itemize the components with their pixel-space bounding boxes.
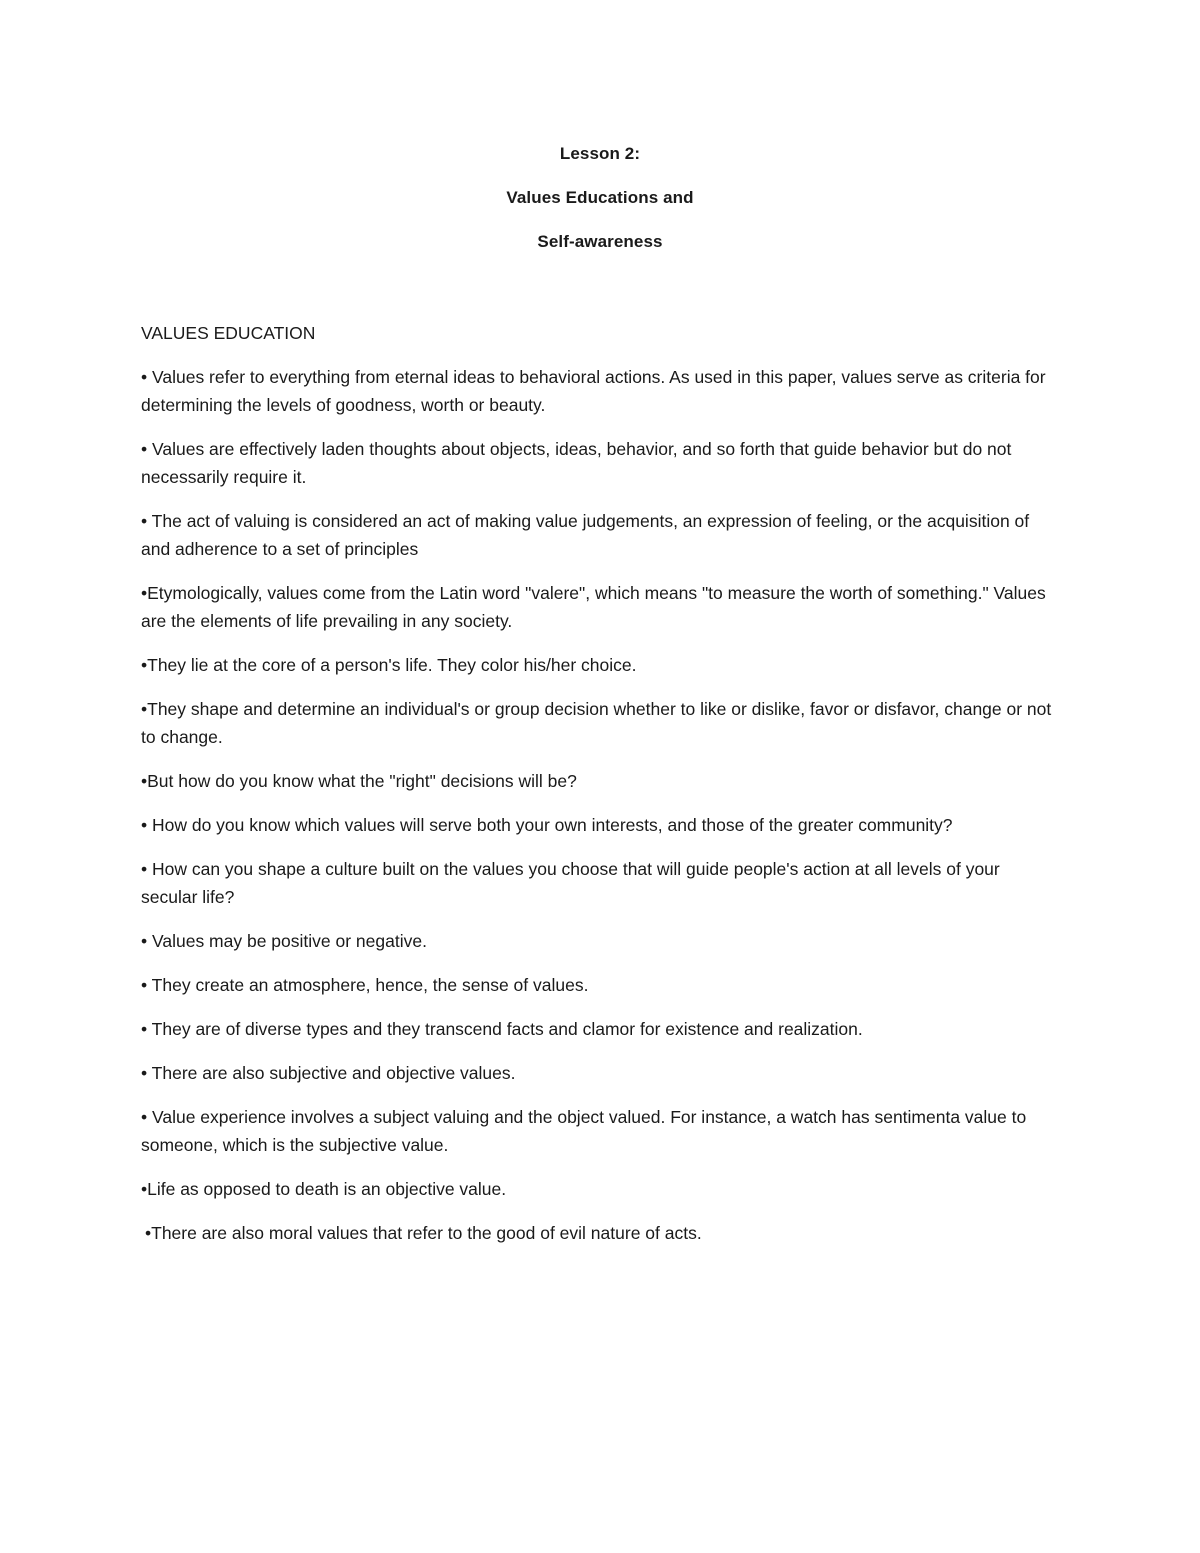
lesson-subtitle: Self-awareness [537, 232, 663, 251]
bullet-paragraph: • The act of valuing is considered an act of making value judgements, an expression of feeling, or the acquisition of and adherence to a set of principles [141, 511, 1030, 559]
lesson-title: Values Educations and [506, 188, 694, 207]
bullet-paragraph: • They create an atmosphere, hence, the sense of values. [141, 975, 589, 995]
bullet-paragraph: • Values are effectively laden thoughts about objects, ideas, behavior, and so forth that guide behavior but do not necessarily require it. [141, 439, 1012, 487]
bullet-paragraph: •There are also moral values that refer to the good of evil nature of acts. [145, 1223, 702, 1243]
title-block [0, 143, 1200, 275]
bullet-paragraph: •They lie at the core of a person's life. They color his/her choice. [141, 655, 637, 675]
bullet-paragraph: • Values may be positive or negative. [141, 931, 427, 951]
bullet-paragraph: • Value experience involves a subject valuing and the object valued. For instance, a watch has sentimenta value to someone, which is the subjective value. [141, 1107, 1027, 1155]
bullet-paragraph: • How do you know which values will serve both your own interests, and those of the greater community? [141, 815, 953, 835]
bullet-paragraph: •But how do you know what the "right" decisions will be? [141, 771, 577, 791]
bullet-paragraph: • Values refer to everything from eternal ideas to behavioral actions. As used in this paper, values serve as criteria for determining the levels of goodness, worth or beauty. [141, 367, 1046, 415]
bullet-paragraph: • How can you shape a culture built on the values you choose that will guide people's action at all levels of your secular life? [141, 859, 1000, 907]
section-heading: VALUES EDUCATION [141, 323, 316, 343]
bullet-paragraph: • They are of diverse types and they transcend facts and clamor for existence and realization. [141, 1019, 863, 1039]
bullet-paragraph: •Life as opposed to death is an objective value. [141, 1179, 507, 1199]
bullet-paragraph: • There are also subjective and objective values. [141, 1063, 516, 1083]
lesson-number: Lesson 2: [559, 144, 641, 163]
bullet-paragraph: •Etymologically, values come from the Latin word "valere", which means "to measure the worth of something." Values are the elements of life prevailing in any society. [141, 583, 1046, 631]
document-body [141, 319, 1059, 1263]
bullet-paragraph: •They shape and determine an individual's or group decision whether to like or dislike, favor or disfavor, change or not to change. [141, 699, 1052, 747]
